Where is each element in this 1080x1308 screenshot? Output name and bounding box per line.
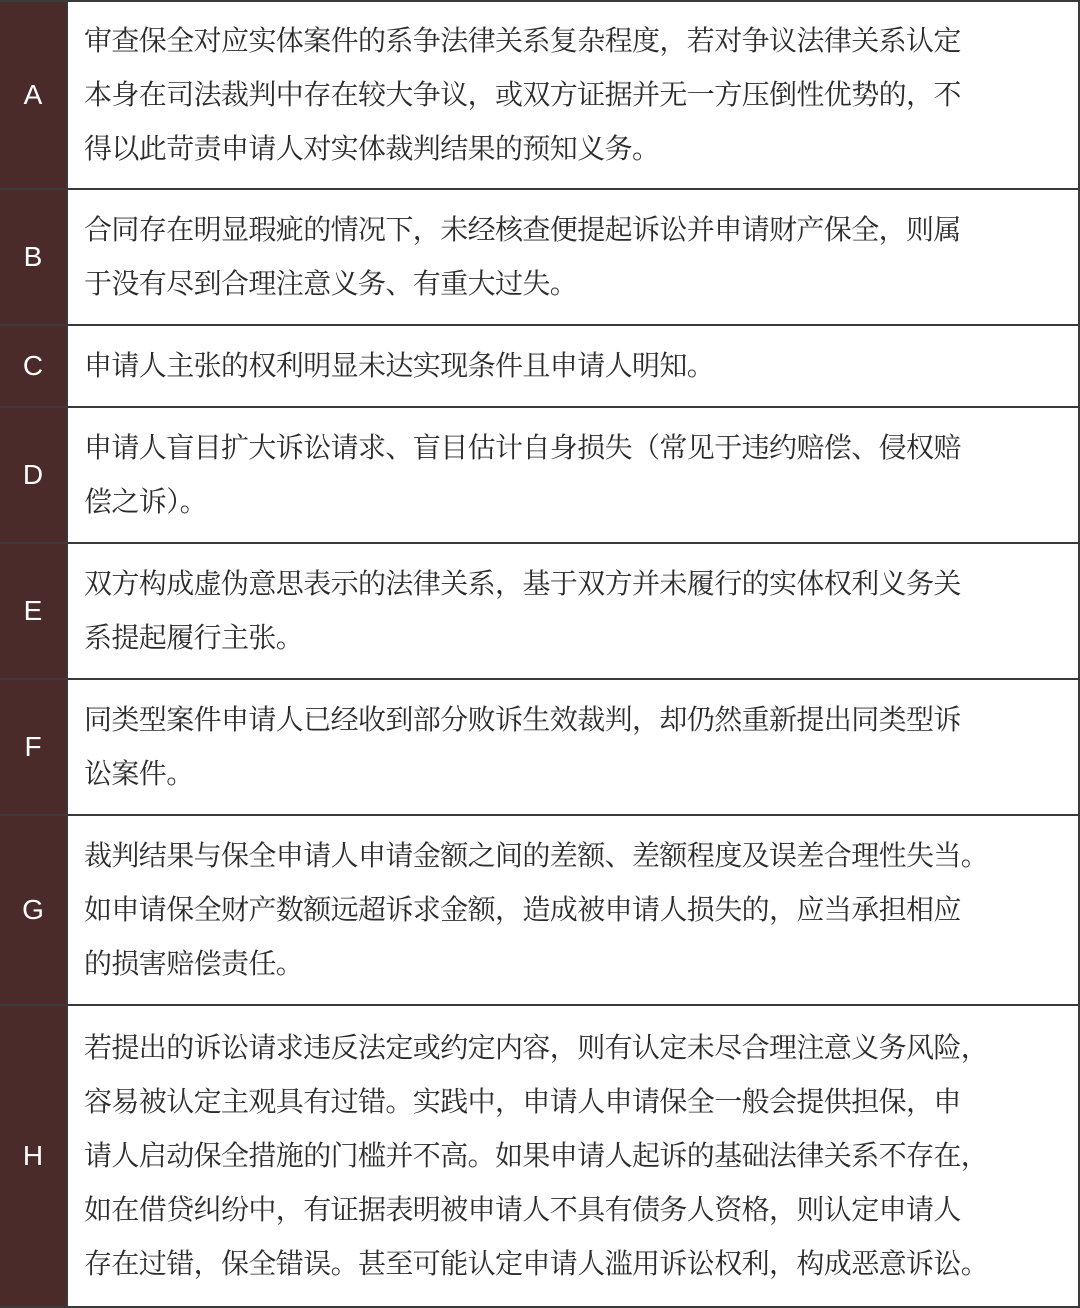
table-row	[0, 326, 1080, 408]
table-row	[0, 190, 1080, 326]
row-text: 审查保全对应实体案件的系争法律关系复杂程度，若对争议法律关系认定 本身在司法裁判中存在较大争议，或双方证据并无一方压倒性优势的，不 得以此苛责申请人对实体裁判结果的预知义务。	[84, 24, 961, 165]
row-content	[68, 816, 1080, 1004]
row-content	[68, 408, 1080, 542]
row-text: 同类型案件申请人已经收到部分败诉生效裁判，却仍然重新提出同类型诉 讼案件。	[84, 703, 961, 790]
table-row	[0, 544, 1080, 680]
table-row	[0, 680, 1080, 816]
row-text: 申请人主张的权利明显未达实现条件且申请人明知。	[84, 349, 715, 382]
table-row	[0, 2, 1080, 190]
row-content	[68, 190, 1080, 324]
row-content	[68, 544, 1080, 678]
row-label: F	[0, 680, 68, 814]
row-content	[68, 2, 1080, 188]
row-content	[68, 680, 1080, 814]
table-row	[0, 1006, 1080, 1308]
row-label: G	[0, 816, 68, 1004]
row-text: 合同存在明显瑕疵的情况下，未经核查便提起诉讼并申请财产保全，则属 于没有尽到合理注意义务、有重大过失。	[84, 213, 961, 300]
row-content	[68, 326, 1080, 406]
row-text: 双方构成虚伪意思表示的法律关系，基于双方并未履行的实体权利义务关 系提起履行主张。	[84, 567, 961, 654]
row-label: E	[0, 544, 68, 678]
row-label: B	[0, 190, 68, 324]
row-label: A	[0, 2, 68, 188]
row-text: 裁判结果与保全申请人申请金额之间的差额、差额程度及误差合理性失当。 如申请保全财产数额远超诉求金额，造成被申请人损失的，应当承担相应 的损害赔偿责任。	[84, 839, 989, 980]
row-text: 申请人盲目扩大诉讼请求、盲目估计自身损失（常见于违约赔偿、侵权赔 偿之诉）。	[84, 431, 961, 518]
row-content	[68, 1006, 1080, 1306]
row-label: H	[0, 1006, 68, 1306]
table-row	[0, 408, 1080, 544]
table-row	[0, 816, 1080, 1006]
row-label: D	[0, 408, 68, 542]
row-text: 若提出的诉讼请求违反法定或约定内容，则有认定未尽合理注意义务风险， 容易被认定主观具有过错。实践中，申请人申请保全一般会提供担保，申 请人启动保全措施的门槛并不高。如果申请人起诉的基础法律关系不存在， 如在借贷纠纷中，有证据表明被申请人不具有债务人资格，则认定申请人 存在过错，保全错误。甚至可能认定申请人滥用诉讼权利，构成恶意诉讼。	[84, 1031, 989, 1280]
row-label: C	[0, 326, 68, 406]
